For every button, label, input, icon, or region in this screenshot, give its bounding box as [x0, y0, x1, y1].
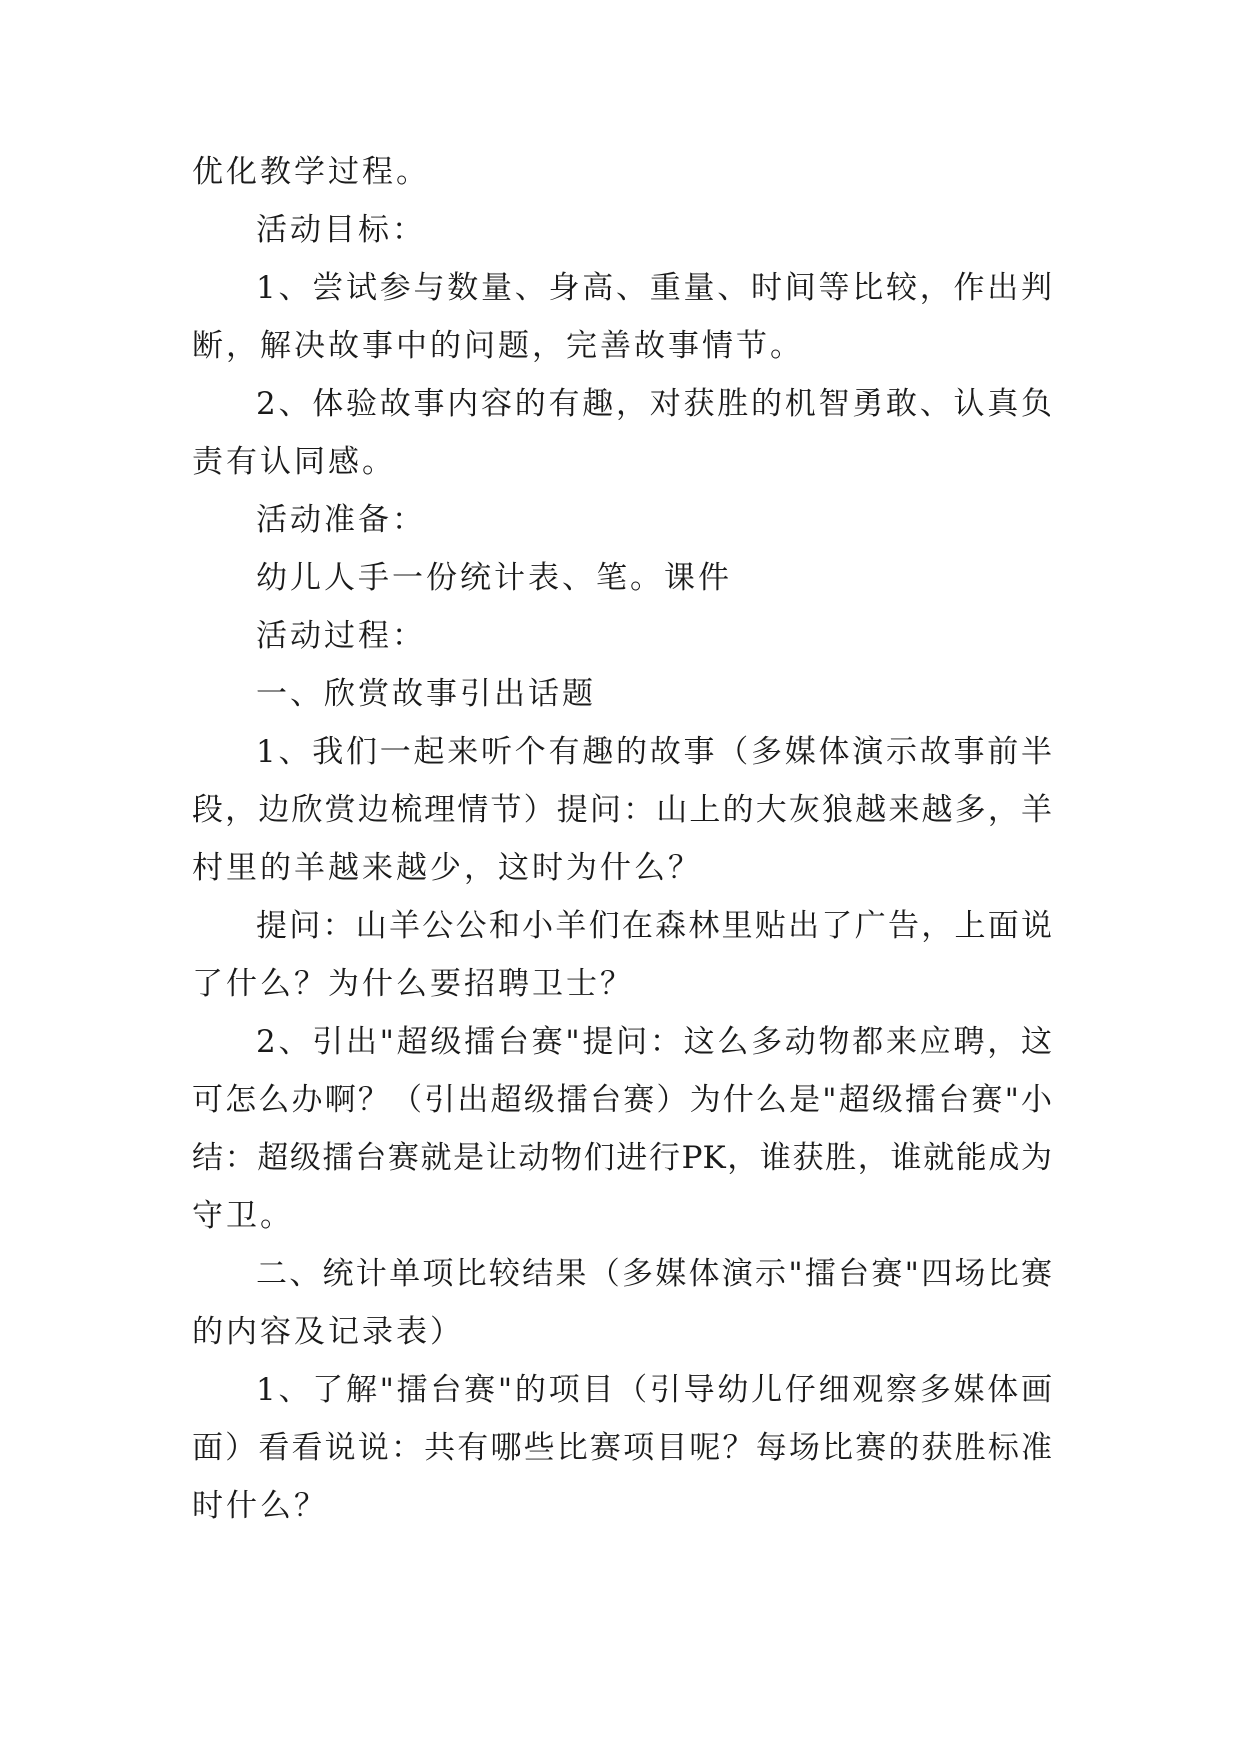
section-heading-goals: 活动目标：	[256, 212, 426, 248]
text-line: 2、引出"超级擂台赛"提问：这么多动物都来应聘，这	[256, 1024, 1052, 1060]
text-line: 结：超级擂台赛就是让动物们进行PK，谁获胜，谁就能成为	[192, 1140, 1052, 1176]
text-line: 1、我们一起来听个有趣的故事（多媒体演示故事前半	[256, 734, 1052, 770]
text-line: 优化教学过程。	[192, 154, 430, 190]
subsection-heading-one: 一、欣赏故事引出话题	[256, 676, 596, 712]
text-line: 1、尝试参与数量、身高、重量、时间等比较，作出判	[256, 270, 1052, 306]
text-line: 提问：山羊公公和小羊们在森林里贴出了广告，上面说	[256, 908, 1052, 944]
subsection-heading-two: 二、统计单项比较结果（多媒体演示"擂台赛"四场比赛	[256, 1256, 1052, 1292]
text-line: 的内容及记录表）	[192, 1314, 464, 1350]
section-heading-process: 活动过程：	[256, 618, 426, 654]
text-line: 2、体验故事内容的有趣，对获胜的机智勇敢、认真负	[256, 386, 1052, 422]
text-line: 1、了解"擂台赛"的项目（引导幼儿仔细观察多媒体画	[256, 1372, 1052, 1408]
text-line: 时什么？	[192, 1488, 328, 1524]
section-heading-preparation: 活动准备：	[256, 502, 426, 538]
text-line: 段，边欣赏边梳理情节）提问：山上的大灰狼越来越多，羊	[192, 792, 1052, 828]
text-line: 责有认同感。	[192, 444, 396, 480]
text-line: 了什么？为什么要招聘卫士？	[192, 966, 634, 1002]
text-line: 幼儿人手一份统计表、笔。课件	[256, 560, 732, 596]
text-line: 守卫。	[192, 1198, 294, 1234]
text-line: 村里的羊越来越少，这时为什么？	[192, 850, 702, 886]
text-line: 断，解决故事中的问题，完善故事情节。	[192, 328, 804, 364]
text-line: 可怎么办啊？（引出超级擂台赛）为什么是"超级擂台赛"小	[192, 1082, 1052, 1118]
text-line: 面）看看说说：共有哪些比赛项目呢？每场比赛的获胜标准	[192, 1430, 1052, 1466]
